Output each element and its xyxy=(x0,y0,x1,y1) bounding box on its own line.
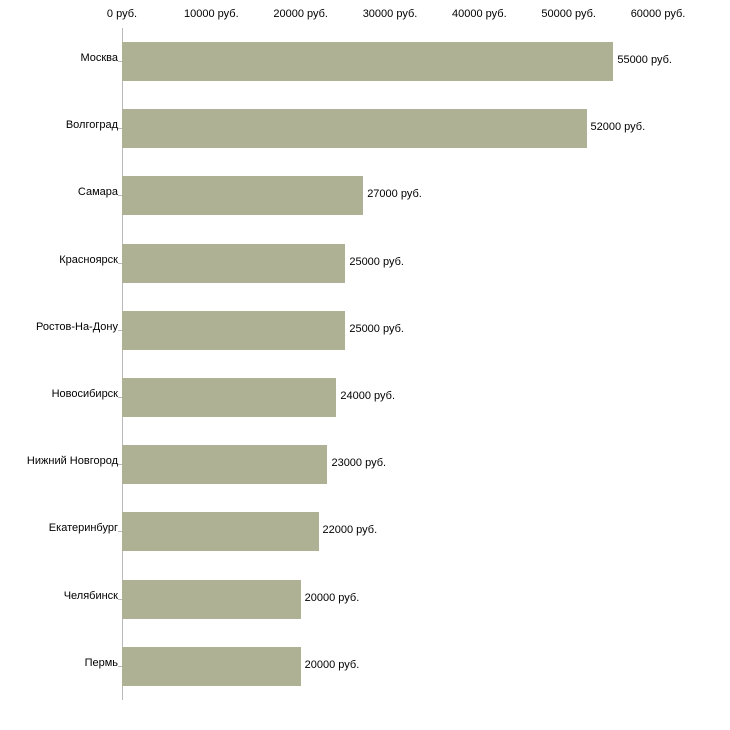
bar-value-label: 25000 руб. xyxy=(349,322,404,335)
bar-row xyxy=(122,95,658,162)
bar-value-label: 20000 руб. xyxy=(304,658,360,671)
category-label: Самара xyxy=(77,186,118,199)
x-tick-label: 40000 руб. xyxy=(452,8,507,20)
bar-row xyxy=(122,498,658,565)
bar[interactable] xyxy=(122,378,336,417)
category-axis-row xyxy=(0,364,122,431)
bar[interactable] xyxy=(122,647,301,686)
category-label: Новосибирск xyxy=(51,388,118,400)
category-label: Пермь xyxy=(84,656,118,669)
plot-area xyxy=(122,28,672,700)
category-label: Москва xyxy=(80,52,118,64)
category-axis-row xyxy=(0,297,122,364)
category-axis-row xyxy=(0,431,122,498)
bar-value-label: 52000 руб. xyxy=(590,121,646,134)
bar-row xyxy=(122,297,658,364)
bar-value-label: 22000 руб. xyxy=(322,524,378,537)
x-tick-label: 60000 руб. xyxy=(630,8,686,20)
x-tick-label: 30000 руб. xyxy=(362,8,418,20)
category-label: Екатеринбург xyxy=(48,522,118,535)
bar-row xyxy=(122,566,658,633)
bar-row xyxy=(122,431,658,498)
category-axis-row xyxy=(0,230,122,297)
category-label: Челябинск xyxy=(63,589,118,602)
bar-value-label: 27000 руб. xyxy=(367,188,422,201)
x-tick-label: 20000 руб. xyxy=(273,8,328,20)
category-axis xyxy=(0,28,122,700)
bar-value-label: 24000 руб. xyxy=(340,390,396,402)
bar-row xyxy=(122,364,658,431)
bar[interactable] xyxy=(122,244,345,283)
bar[interactable] xyxy=(122,580,301,619)
x-tick-label: 50000 руб. xyxy=(541,8,596,20)
category-axis-row xyxy=(0,498,122,565)
category-axis-row xyxy=(0,162,122,229)
bar[interactable] xyxy=(122,42,613,81)
category-label: Волгоград xyxy=(65,119,118,132)
category-label: Ростов-На-Дону xyxy=(35,320,118,333)
category-axis-row xyxy=(0,633,122,700)
category-axis-row xyxy=(0,28,122,95)
x-tick-label: 10000 руб. xyxy=(184,8,239,20)
bar-row xyxy=(122,633,658,700)
bar-row xyxy=(122,28,672,95)
bar-row xyxy=(122,230,658,297)
bar-value-label: 25000 руб. xyxy=(349,255,404,268)
category-axis-row xyxy=(0,95,122,162)
bar[interactable] xyxy=(122,176,363,215)
bar[interactable] xyxy=(122,109,587,148)
x-axis-tick-labels xyxy=(0,0,730,28)
bar-value-label: 23000 руб. xyxy=(331,457,387,470)
bar-value-label: 55000 руб. xyxy=(617,54,672,66)
bar[interactable] xyxy=(122,512,319,551)
category-label: Нижний Новгород xyxy=(26,455,118,468)
bar[interactable] xyxy=(122,445,327,484)
x-tick-label: 0 руб. xyxy=(106,8,138,20)
category-label: Красноярск xyxy=(59,253,118,266)
bar[interactable] xyxy=(122,311,345,350)
bar-value-label: 20000 руб. xyxy=(304,591,360,604)
bar-row xyxy=(122,162,658,229)
category-axis-row xyxy=(0,566,122,633)
